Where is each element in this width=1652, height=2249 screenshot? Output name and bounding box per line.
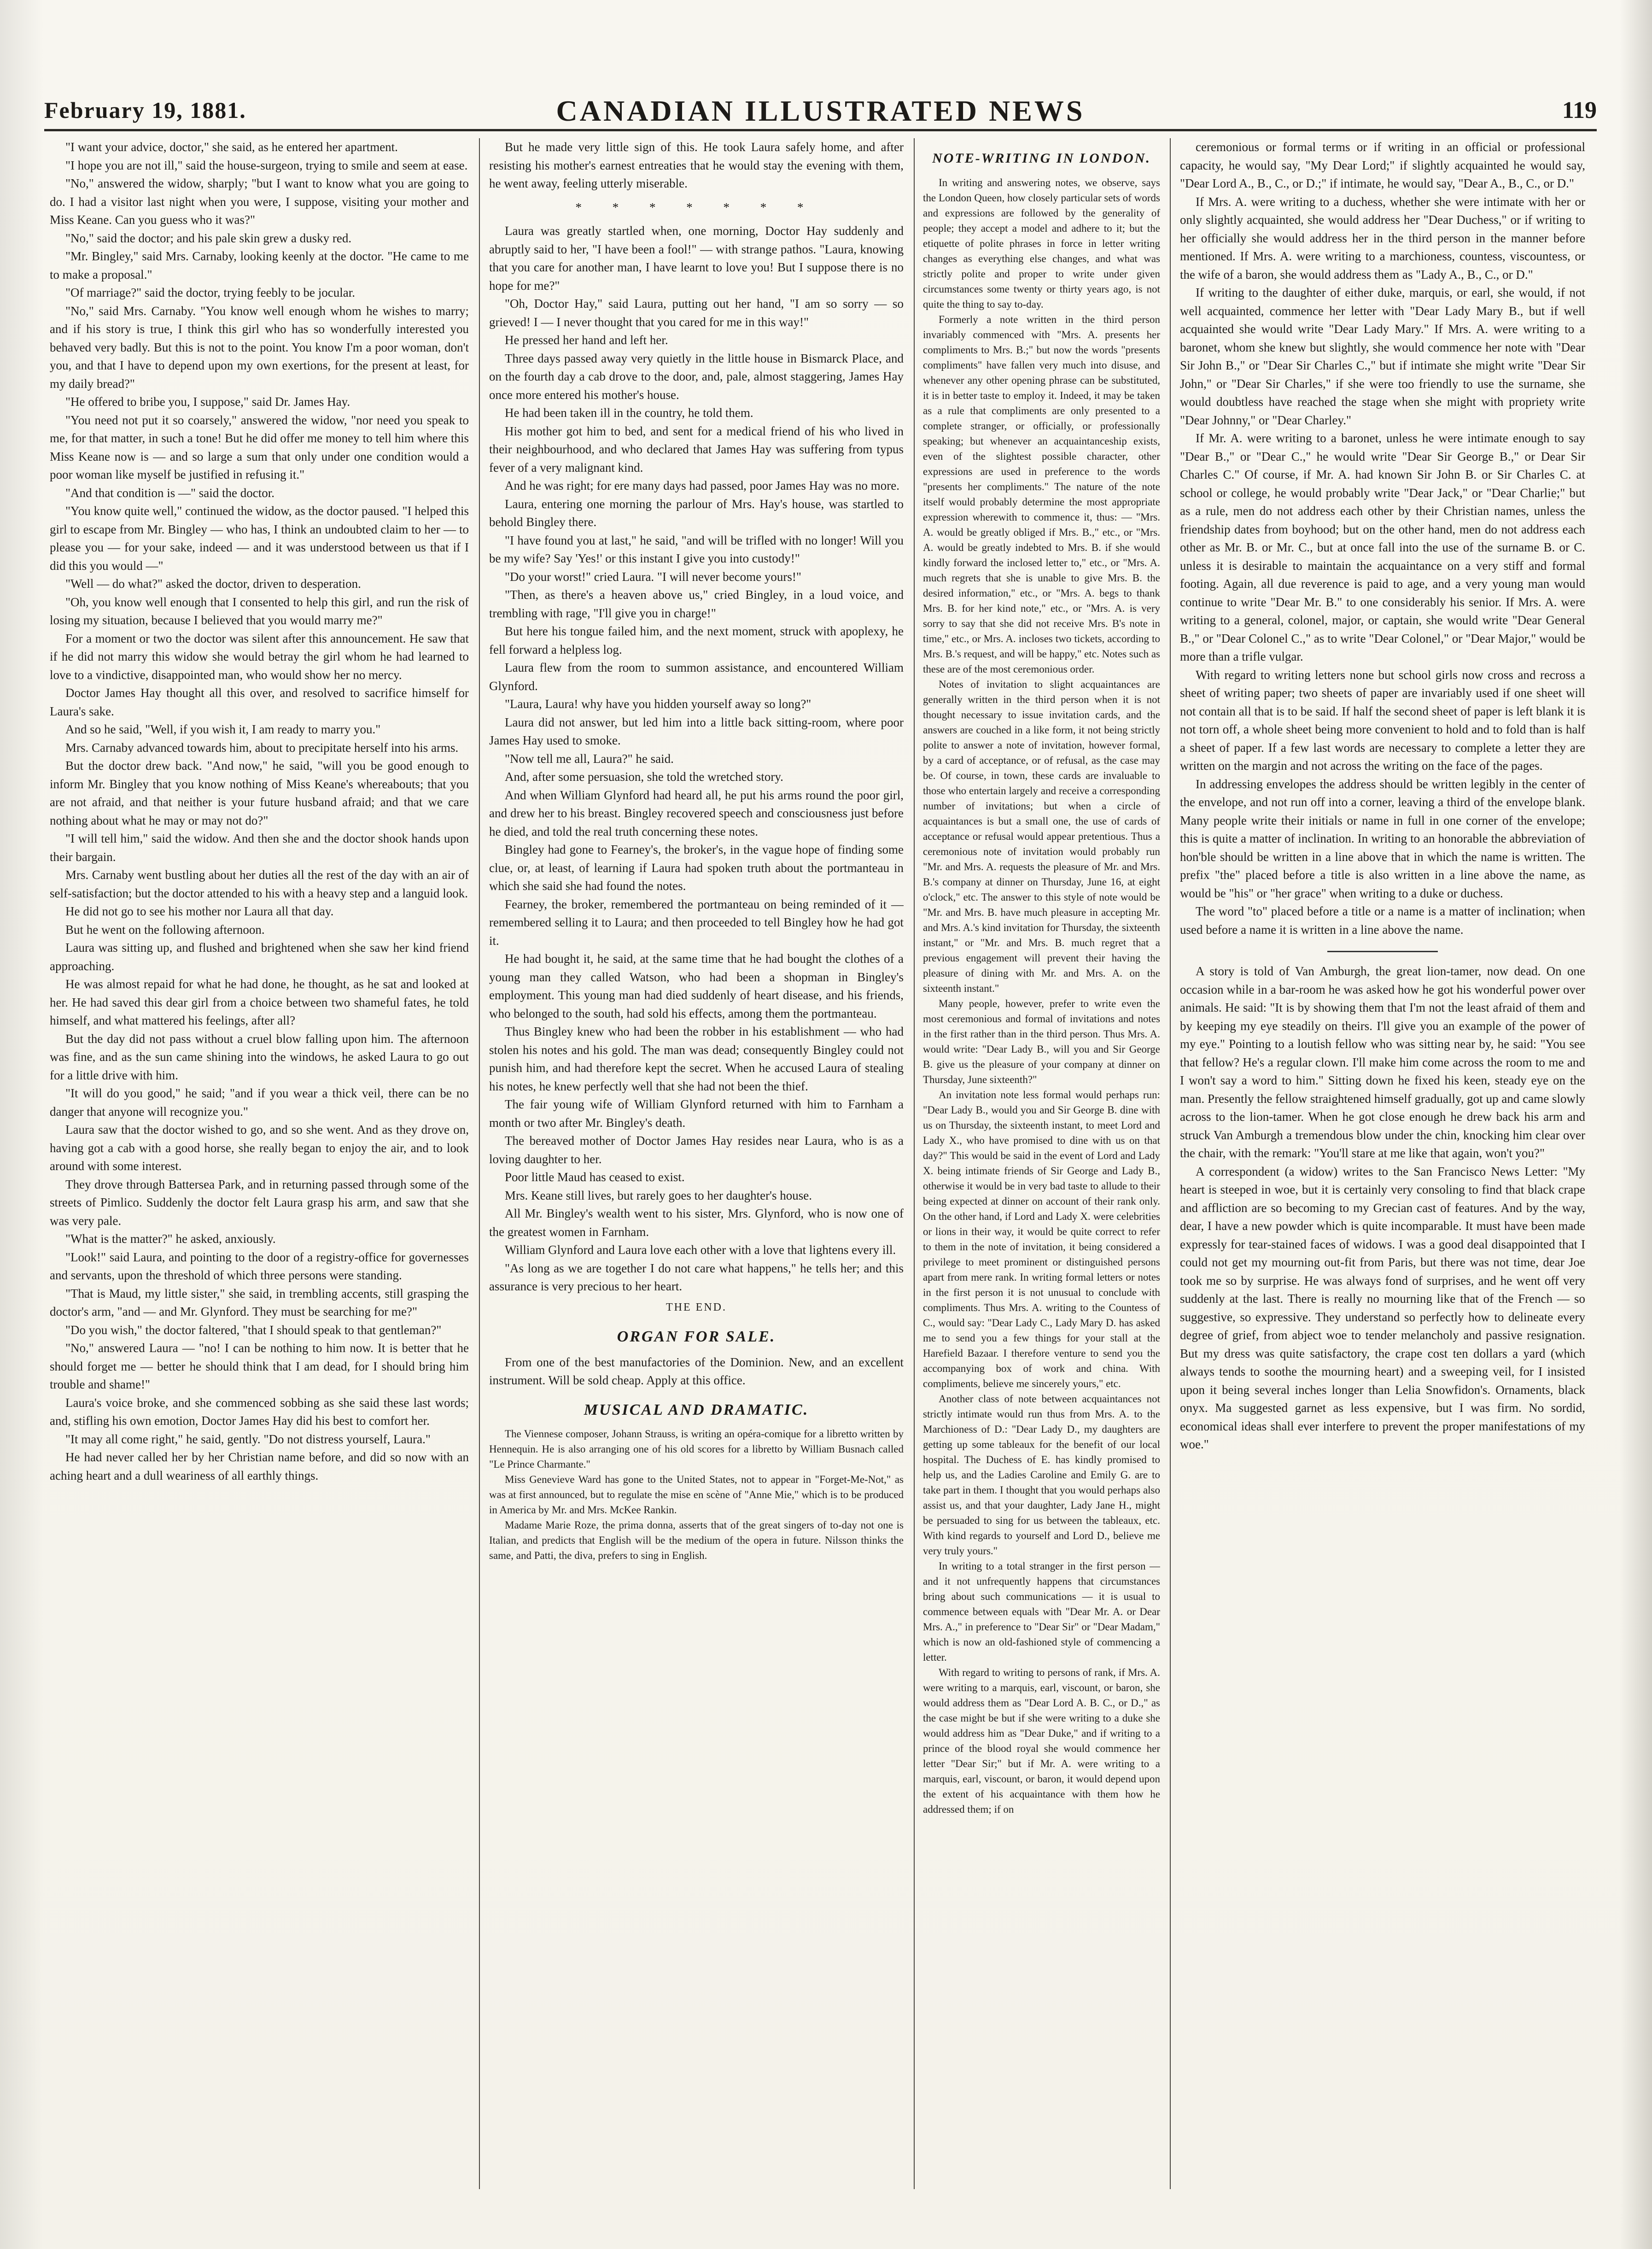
column-divider	[479, 138, 480, 2189]
story-paragraph: And when William Glynford had heard all, he put his arms round the poor girl, and drew her to his breast. Bingley recovered speech and consciousness just before he died, and told the real truth concerning these notes.	[489, 788, 904, 838]
story-paragraph: Laura's voice broke, and she commenced sobbing as she said these last words; and, stifling his own emotion, Doctor James Hay did his best to comfort her.	[50, 1395, 469, 1428]
column-3	[923, 138, 1160, 2180]
article-paragraph: An invitation note less formal would perhaps run: "Dear Lady B., would you and Sir George B. dine with us on Thursday, the sixteenth instant, to meet Lord and Lady X., who have promised to dine with us on that day?" This would be said in the event of Lord and Lady X. being intimate friends of Sir George and Lady B., otherwise it would be in very bad taste to allude to their being expected at dinner on account of their rank only. On the other hand, if Lord and Lady X. were celebrities or lions in their way, it would be quite correct to refer to them in the note of invitation, it being considered a privilege to meet prominent or distinguished persons apart from mere rank. In writing formal letters or notes in the first person it is not unusual to conclude with compliments. Thus Mrs. A. writing to the Countess of C., would say: "Dear Lady C., Lady Mary D. has asked me to send you a few things for your stall at the Harefield Bazaar. I therefore venture to send you the accompanying box of work and china. With compliments, believe me sincerely yours," etc.	[923, 1089, 1160, 1389]
note-writing-article	[923, 175, 1160, 1817]
section-stars: * * * * * * *	[575, 200, 817, 214]
story-paragraph: He had been taken ill in the country, he told them.	[505, 406, 753, 420]
story-paragraph: And so he said, "Well, if you wish it, I am ready to marry you."	[65, 722, 381, 736]
article-paragraph: Many people, however, prefer to write even the most ceremonious and formal of invitations and notes in the first rather than in the third person. Thus Mrs. A. would write: "Dear Lady B., will you and Sir George B. give us the pleasure of your company at dinner on Thursday, June sixteenth?"	[923, 997, 1160, 1085]
story-paragraph: "I hope you are not ill," said the house-surgeon, trying to smile and seem at ease.	[65, 158, 468, 172]
story-paragraph: He had bought it, he said, at the same time that he had bought the clothes of a young man they called Watson, who had been a shopman in Bingley's employment. This young man had died suddenly of heart disease, and his friends, who belonged to the south, had sold his effects, among them the portmanteau.	[489, 952, 904, 1020]
story-paragraph: Mrs. Keane still lives, but rarely goes to her daughter's house.	[505, 1188, 812, 1202]
article-paragraph: In writing to a total stranger in the first person — and it not unfrequently happens that circumstances bring about such communications — it is usual to commence between equals with "Dear Mr. A. or Dear Mrs. A.," in preference to "Dear Sir" or "Dear Madam," which is now an old-fashioned style of commencing a letter.	[923, 1560, 1160, 1663]
story-paragraph: "You need not put it so coarsely," answered the widow, "nor need you speak to me, for that matter, in such a tone! But he did offer me money to tell him where this Miss Keane now is — and so large a sum that only under one condition would a poor woman like myself be justified in refusing it."	[50, 413, 469, 481]
story-paragraph: "That is Maud, my little sister," she said, in trembling accents, still grasping the doctor's arm, "and — and Mr. Glynford. They must be searching for me?"	[50, 1286, 469, 1318]
page-fold-shadow	[0, 0, 44, 2249]
organ-for-sale-text: From one of the best manufactories of the Dominion. New, and an excellent instrument. Will be sold cheap. Apply at this office.	[489, 1355, 904, 1387]
musical-dramatic-heading: MUSICAL AND DRAMATIC.	[584, 1401, 809, 1418]
article-paragraph: Formerly a note written in the third person invariably commenced with "Mrs. A. presents her compliments to Mrs. B.;" but now the words "presents compliments" have fallen very much into disuse, and whenever any other opening phrase can be substituted, it is in better taste to employ it. Indeed, it may be taken as a rule that compliments are only presented to a complete stranger, or officially, or professionally speaking; but whenever an acquaintanceship exists, even of the slightest possible character, other expressions are used in preference to the words "presents her compliments." The nature of the note itself would probably determine the most appropriate expression wherewith to commence it, thus: — "Mrs. A. would be greatly obliged if Mrs. B.," etc., or "Mrs. A. would be greatly indebted to Mrs. B. if she would kindly forward the inclosed letter to," etc., or "Mrs. A. much regrets that she is unable to give Mrs. B. the desired information," etc., or "Mrs. A. begs to thank Mrs. B. for her kind note," etc., or "Mrs. A. is very sorry to say that she did not receive Mrs. B's note in time," etc., or Mrs. A. incloses two tickets, according to Mrs. B.'s request, and will be happy," etc. Notes such as these are of the most ceremonious order.	[923, 313, 1160, 675]
article-paragraph: If writing to the daughter of either duke, marquis, or earl, she would, if not well acquainted, commence her letter with "Dear Lady Mary B., but if well acquainted she would write "Dear Lady Mary." If Mrs. A. were writing to a baronet, whom she knew but slightly, she would commence her note with "Dear Sir John B.," or "Dear Sir Charles C.," but if intimate she might write "Dear Sir John," or "Dear Sir Charles," if she were too friendly to use the surname, she would doubtless have reached the stage when she might with propriety write "Dear Johnny," or "Dear Charley."	[1180, 286, 1585, 427]
issue-date: February 19, 1881.	[44, 97, 246, 123]
story-paragraph: Fearney, the broker, remembered the portmanteau on being reminded of it — remembered selling it to Laura; and then proceeded to tell Bingley how he had got it.	[489, 897, 904, 948]
story-paragraph: Poor little Maud has ceased to exist.	[505, 1170, 685, 1184]
story-paragraph: "No," answered the widow, sharply; "but I want to know what you are going to do. I had a visitor last night when you were, I suppose, visiting your mother and Miss Keane. Can you guess who it was?"	[50, 176, 469, 227]
story-paragraph: Laura, entering one morning the parlour of Mrs. Hay's house, was startled to behold Bingley there.	[489, 497, 904, 529]
story-paragraph: Three days passed away very quietly in the little house in Bismarck Place, and on the fourth day a cab drove to the door, and, pale, almost staggering, James Hay once more entered his mother's house.	[489, 351, 904, 402]
story-paragraph: "Of marriage?" said the doctor, trying feebly to be jocular.	[65, 286, 355, 299]
newspaper-title: CANADIAN ILLUSTRATED NEWS	[556, 94, 1085, 127]
story-paragraph: "What is the matter?" he asked, anxiously.	[65, 1232, 276, 1246]
story-paragraph: "No," said the doctor; and his pale skin grew a dusky red.	[65, 231, 352, 245]
story-continuation-b	[489, 222, 904, 1296]
story-paragraph: And, after some persuasion, she told the wretched story.	[505, 770, 783, 784]
article-paragraph: Another class of note between acquaintances not strictly intimate would run thus from Mrs. A. to the Marchioness of D.: "Dear Lady D., my daughters are getting up some tableaux for the benefit of our local hospital. The Duchess of E. has kindly promised to help us, and the Ladies Caroline and Emily G. are to take part in them. I thought that you would perhaps also assist us, and that your daughter, Lady Jane H., might be persuaded to sing for us between the tableaux, etc. With kind regards to yourself and Lord D., believe me very truly yours."	[923, 1393, 1160, 1557]
column-divider	[1170, 138, 1171, 2189]
story-paragraph: For a moment or two the doctor was silent after this announcement. He saw that if he did not marry this widow she would betray the girl whom he had learned to love to a vindictive, disappointed man, who would show her no mercy.	[50, 631, 469, 682]
article-paragraph: If Mr. A. were writing to a baronet, unless he were intimate enough to say "Dear B.," or "Dear C.," he would write "Dear Sir George B.," or Dear Sir Charles C." Of course, if Mr. A. had known Sir John B. or Sir Charles C. at school or college, he would probably write "Dear Jack," or "Dear Charlie;" but as a rule, men do not address each other by their Christian names, unless the friendship dates from boyhood; but on the other hand, men do not address each other as Mr. B. or Mr. C., but at once fall into the use of the surname B. or C. unless it is desirable to maintain the acquaintance on a very stiff and formal footing. Again, all due reverence is paid to age, and a very young man would continue to write "Dear Mr. B." to one considerably his senior. If Mrs. A. were writing to a general, colonel, major, or captain, she would write "Dear General B.," or "Dear Colonel C.," as to write "Dear Colonel," or "Dear Major," would be more than a trifle vulgar.	[1180, 431, 1585, 663]
story-paragraph: He was almost repaid for what he had done, he thought, as he sat and looked at her. He had saved this dear girl from a choice between two shameful fates, he told himself, and what mattered his feelings, after all?	[50, 977, 469, 1027]
article-paragraph: In addressing envelopes the address should be written legibly in the center of the envelope, and not run off into a corner, leaving a third of the envelope blank. Many people write their initials or name in full in one corner of the envelope; this is quite a matter of inclination. In writing to an honorable the abbreviation of hon'ble should be written in a line above that in which the name is written. The prefix "the" placed before a title is also written in a line above the name, as would be "his" or "her grace" when writing to a duke or duchess.	[1180, 777, 1585, 900]
story-paragraph: But the doctor drew back. "And now," he said, "will you be good enough to inform Mr. Bingley that you know nothing of Miss Keane's whereabouts; that you are not afraid, and that neither is your future husband afraid; and that we care nothing about what he may or may not do?"	[50, 759, 469, 827]
organ-for-sale-heading: ORGAN FOR SALE.	[617, 1328, 776, 1345]
story-paragraph: William Glynford and Laura love each other with a love that lightens every ill.	[505, 1243, 896, 1257]
story-paragraph: "I want your advice, doctor," she said, as he entered her apartment.	[65, 140, 398, 154]
article-paragraph: Notes of invitation to slight acquaintances are generally written in the third person when it is not thought necessary to issue invitation cards, and the answers are couched in a like form, it not being strictly polite to answer a note of invitation, however formal, by a card of acceptance, or of refusal, as the case may be. Of course, in town, these cards are invaluable to those who entertain largely and receive a corresponding number of invitations; but when a circle of acquaintances is but a small one, the use of cards of acceptance or refusal would appear pretentious. Thus a ceremonious note of invitation would probably run "Mr. and Mrs. A. requests the pleasure of Mr. and Mrs. B.'s company at dinner on Thursday, June 16, at eight o'clock," etc. The answer to this style of note would be "Mr. and Mrs. B. have much pleasure in accepting Mr. and Mrs. A.'s kind invitation for Thursday, the sixteenth instant," or "Mr. and Mrs. B. much regret that a previous engagement will prevent their having the pleasure of dining with Mr. and Mrs. A. on the sixteenth instant."	[923, 678, 1160, 994]
story-continuation-a	[489, 138, 904, 193]
story-paragraph: "I have found you at last," he said, "and will be trifled with no longer! Will you be my wife? Say 'Yes!' or this instant I give you into custody!"	[489, 533, 904, 565]
article-paragraph: In writing and answering notes, we observe, says the London Queen, how closely particular sets of words and expressions are followed by the generality of people; they accept a model and adhere to it; but the etiquette of polite phrases in force in letter writing changes as everything else changes, and what was strictly polite and proper to write under given circumstances some twenty or thirty years ago, is not quite the thing to say to-day.	[923, 176, 1160, 310]
story-paragraph: But he made very little sign of this. He took Laura safely home, and after resisting his mother's earnest entreaties that he would stay the evening with them, he went away, feeling utterly miserable.	[489, 140, 904, 190]
story-paragraph: "He offered to bribe you, I suppose," said Dr. James Hay.	[65, 395, 350, 409]
story-paragraph: All Mr. Bingley's wealth went to his sister, Mrs. Glynford, who is now one of the greatest women in Farnham.	[489, 1206, 904, 1239]
article-paragraph: With regard to writing to persons of rank, if Mrs. A. were writing to a marquis, earl, viscount, or baron, she would address them as "Dear Lord A. B. C., or D.," as the case might be but if she were writing to a duke she would address him as "Dear Duke," and if writing to a prince of the blood royal she would commence her letter "Dear Sir;" but if Mr. A. were writing to a marquis, earl, viscount, or baron, it would depend upon the extent of his acquaintance with them how he addressed them; if on	[923, 1666, 1160, 1815]
column-divider	[914, 138, 915, 2189]
story-paragraph: "I will tell him," said the widow. And then she and the doctor shook hands upon their bargain.	[50, 832, 469, 864]
story-paragraph: "Laura, Laura! why have you hidden yourself away so long?"	[505, 697, 811, 711]
story-paragraph: "And that condition is —" said the doctor.	[65, 486, 274, 500]
story-paragraph: "Do you wish," the doctor faltered, "that I should speak to that gentleman?"	[65, 1323, 442, 1337]
story-paragraph: "It may all come right," he said, gently. "Do not distress yourself, Laura."	[65, 1432, 431, 1446]
story-paragraph: And he was right; for ere many days had passed, poor James Hay was no more.	[505, 479, 900, 492]
story-paragraph: "It will do you good," he said; "and if you wear a thick veil, there can be no danger that anyone will recognize you."	[50, 1086, 469, 1119]
miscellany-items	[1180, 962, 1585, 1454]
masthead	[44, 94, 1597, 131]
story-paragraph: "Oh, Doctor Hay," said Laura, putting out her hand, "I am so sorry — so grieved! I — I never thought that you cared for me in this way!"	[489, 297, 904, 329]
column-2	[489, 138, 904, 2180]
story-paragraph: "Mr. Bingley," said Mrs. Carnaby, looking keenly at the doctor. "He came to me to make a proposal."	[50, 249, 469, 281]
note-writing-continuation	[1180, 138, 1585, 939]
story-paragraph: Doctor James Hay thought all this over, and resolved to sacrifice himself for Laura's sake.	[50, 686, 469, 718]
story-paragraph: Laura was sitting up, and flushed and brightened when she saw her kind friend approaching.	[50, 941, 469, 973]
miscellany-paragraph: A story is told of Van Amburgh, the great lion-tamer, now dead. On one occasion while in a bar-room he was asked how he got his wonderful power over animals. He said: "It is by showing them that I'm not the least afraid of them and by keeping my eye steadily on theirs. I'll give you an example of the power of my eye." Pointing to a loutish fellow who was sitting near by, he said: "You see that fellow? He's a regular clown. I'll make him come across the room to me and I won't say a word to him." Sitting down he fixed his keen, steady eye on the man. Presently the fellow straightened himself gradually, got up and came slowly across to the lion-tamer. When he got close enough he drew back his arm and struck Van Amburgh a tremendous blow under the chin, knocking him clear over the chair, with the remark: "You'll stare at me like that again, won't you?"	[1180, 964, 1585, 1160]
story-paragraph: Mrs. Carnaby advanced towards him, about to precipitate herself into his arms.	[65, 740, 459, 755]
article-paragraph: The word "to" placed before a title or a name is a matter of inclination; when used before a name it is written in a line above the name.	[1180, 904, 1585, 937]
the-end-label: THE END.	[666, 1301, 727, 1313]
musical-item: Miss Genevieve Ward has gone to the United States, not to appear in "Forget-Me-Not," as was at first announced, but to regulate the mise en scène of "Anne Mie," which is to be produced in America by Mr. and Mrs. McKee Rankin.	[489, 1474, 904, 1516]
article-paragraph: ceremonious or formal terms or if writing in an official or professional capacity, he would say, "My Dear Lord;" if slightly acquainted he would say, "Dear Lord A., B., C., or D.;" if intimate, he would say, "Dear A., B., C., or D."	[1180, 140, 1585, 190]
story-paragraph: "Oh, you know well enough that I consented to help this girl, and run the risk of losing my situation, because I believed that you would marry me?"	[50, 595, 469, 627]
story-paragraph: "You know quite well," continued the widow, as the doctor paused. "I helped this girl to escape from Mr. Bingley — who has, I think an undoubted claim to her — to please you — for your sake, indeed — and it was understood between us that if I did this you would —"	[50, 504, 469, 573]
story-paragraph: His mother got him to bed, and sent for a medical friend of his who lived in their neighbourhood, and who declared that James Hay was suffering from typus fever of a very malignant kind.	[489, 424, 904, 474]
section-rule	[1327, 951, 1438, 952]
story-paragraph: "As long as we are together I do not care what happens," he tells her; and this assurance is very precious to her heart.	[489, 1261, 904, 1293]
story-paragraph: The bereaved mother of Doctor James Hay resides near Laura, who is as a loving daughter to her.	[489, 1134, 904, 1166]
column-4	[1180, 138, 1585, 2180]
story-paragraph: They drove through Battersea Park, and in returning passed through some of the streets of Pimlico. Suddenly the doctor felt Laura grasp his arm, and saw that she was very pale.	[50, 1177, 469, 1228]
musical-item: Madame Marie Roze, the prima donna, asserts that of the great singers of to-day not one is Italian, and predicts that English will be the medium of the opera in future. Nilsson thinks the same, and Patti, the diva, prefers to sing in English.	[489, 1519, 904, 1561]
story-paragraph: "Do your worst!" cried Laura. "I will never become yours!"	[505, 569, 801, 584]
story-paragraph: Mrs. Carnaby went bustling about her duties all the rest of the day with an air of self-satisfaction; but the doctor attended to his with a heavy step and a languid look.	[50, 868, 469, 900]
story-paragraph: He did not go to see his mother nor Laura all that day.	[65, 904, 334, 918]
note-writing-heading: NOTE-WRITING IN LONDON.	[932, 151, 1151, 166]
story-paragraph: But here his tongue failed him, and the next moment, struck with apoplexy, he fell forward a helpless log.	[489, 624, 904, 656]
story-paragraph: "No," said Mrs. Carnaby. "You know well enough whom he wishes to marry; and if his story is true, I think this girl who has so wonderfully interested you behaved very badly. But this is not to the point. You know I'm a poor woman, don't you, and that I have to depend upon my own exertions, for the present at least, for my daily bread?"	[50, 304, 469, 391]
miscellany-paragraph: A correspondent (a widow) writes to the San Francisco News Letter: "My heart is steeped in woe, but it is certainly very consoling to find that black crape and affliction are so becoming to my Grecian cast of features. And by the way, dear, I have a new powder which is quite incomparable. It must have been made expressly for tear-stained faces of widows. I was a good deal disappointed that I could not get my mourning out-fit from Paris, but there was not time, dear Joe took me so by surprise. He was always fond of surprises, and he went off very suddenly at the last. There is really no mourning like that of the French — so suggestive, so expressive. They understand so perfectly how to delineate every degree of grief, from abject woe to tender melancholy and passive resignation. But my dress was quite satisfactory, the crape cost ten dollars a yard (which always tends to soothe the mourning heart) and a sweeping veil, for I insisted upon it being several inches longer than Lelia Snowfidon's. Ornaments, black onyx. Ma suggested garnet as less expensive, but I was firm. No sordid, economical ideas shall ever interfere to prevent the proper manifestations of my woe."	[1180, 1164, 1585, 1451]
story-paragraph: Bingley had gone to Fearney's, the broker's, in the vague hope of finding some clue, or, at least, of learning if Laura had spoken truth about the portmanteau in which she said she had found the notes.	[489, 843, 904, 893]
story-paragraph: But the day did not pass without a cruel blow falling upon him. The afternoon was fine, and as the sun came shining into the windows, he asked Laura to go out for a little drive with him.	[50, 1031, 469, 1082]
musical-item: The Viennese composer, Johann Strauss, is writing an opéra-comique for a libretto written by Hennequin. He is also arranging one of his old scores for a libretto by William Busnach called "Le Prince Charmante."	[489, 1428, 904, 1470]
story-paragraph: He pressed her hand and left her.	[505, 333, 668, 347]
article-paragraph: If Mrs. A. were writing to a duchess, whether she were intimate with her or only slightly acquainted, she would address her "Dear Duchess," or if writing to her officially she would address her in the third person in the manner before mentioned. If Mrs. A. were writing to a marchioness, countess, viscountess, or the wife of a baron, she would address them as "Lady A., B., C., or D."	[1180, 194, 1585, 281]
story-paragraph: "Now tell me all, Laura?" he said.	[505, 751, 674, 766]
story-paragraph: "Well — do what?" asked the doctor, driven to desperation.	[65, 577, 361, 591]
story-paragraph: Laura was greatly startled when, one morning, Doctor Hay suddenly and abruptly said to her, "I have been a fool!" — with strange pathos. "Laura, knowing that you care for another man, I have learnt to love you! But I suppose there is no hope for me?"	[489, 224, 904, 293]
page-edge-shadow	[1620, 0, 1652, 2249]
story-paragraph: Thus Bingley knew who had been the robber in his establishment — who had stolen his notes and his gold. The man was dead; consequently Bingley could not punish him, and had therefore kept the secret. When he accused Laura of stealing his notes, he knew perfectly well that she had not been the thief.	[489, 1025, 904, 1093]
story-paragraph: Laura did not answer, but led him into a little back sitting-room, where poor James Hay used to smoke.	[489, 715, 904, 747]
musical-dramatic-items	[489, 1426, 904, 1563]
story-paragraph: But he went on the following afternoon.	[65, 922, 265, 937]
story-paragraph: Laura flew from the room to summon assistance, and encountered William Glynford.	[489, 661, 904, 693]
story-paragraph: Laura saw that the doctor wished to go, and so she went. And as they drove on, having got a cab with a good horse, she really began to enjoy the air, and to look around with some interest.	[50, 1123, 469, 1173]
story-paragraph: The fair young wife of William Glynford returned with him to Farnham a month or two after Mr. Bingley's death.	[489, 1097, 904, 1130]
story-paragraph: He had never called her by her Christian name before, and did so now with an aching heart and a dull weariness of all earthly things.	[50, 1450, 469, 1482]
story-paragraph: "No," answered Laura — "no! I can be nothing to him now. It is better that he should forget me — better he should think that I am dead, for I should bring him trouble and shame!"	[50, 1341, 469, 1391]
article-paragraph: With regard to writing letters none but school girls now cross and recross a sheet of writing paper; two sheets of paper are invariably used if one sheet will not contain all that is to be said. If half the second sheet of paper is left blank it is not torn off, a whole sheet being more convenient to hold and to fold than is half a sheet of paper. If a few last words are necessary to complete a letter they are written on the margin and not across the writing on the face of the pages.	[1180, 668, 1585, 773]
story-paragraph: "Then, as there's a heaven above us," cried Bingley, in a loud voice, and trembling with rage, "I'll give you in charge!"	[489, 588, 904, 620]
column-1	[50, 138, 469, 2180]
page-number: 119	[1562, 97, 1597, 123]
story-paragraph: "Look!" said Laura, and pointing to the door of a registry-office for governesses and servants, upon the threshold of which three persons were standing.	[50, 1250, 469, 1282]
